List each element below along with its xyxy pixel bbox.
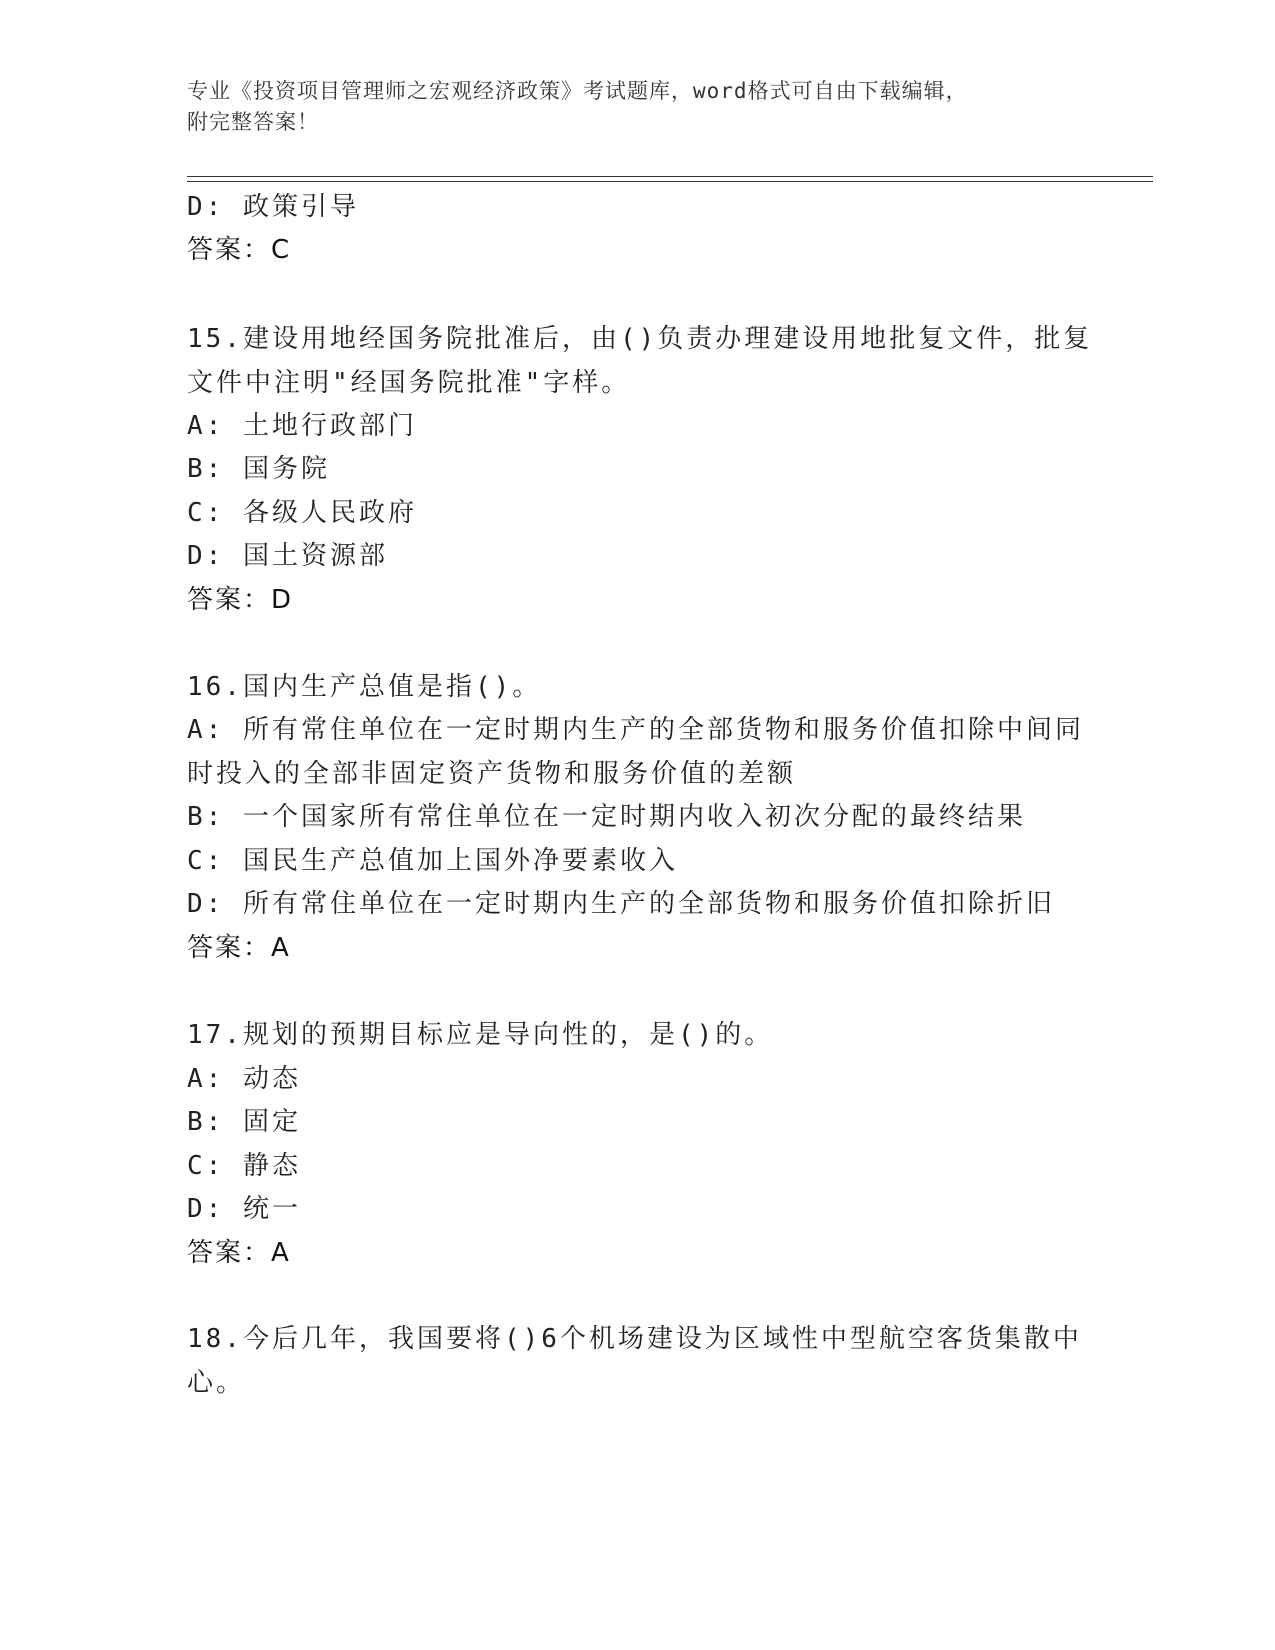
q15-stem-line-1: 15.建设用地经国务院批准后，由()负责办理建设用地批复文件，批复 xyxy=(187,324,1093,354)
q15-option-c: C: 各级人民政府 xyxy=(187,498,417,528)
q17-stem: 17.规划的预期目标应是导向性的，是()的。 xyxy=(187,1020,774,1050)
header-line-1: 专业《投资项目管理师之宏观经济政策》考试题库，word格式可自由下载编辑， xyxy=(187,79,968,103)
q18-stem-line-1: 18.今后几年，我国要将()6个机场建设为区域性中型航空客货集散中 xyxy=(187,1324,1082,1354)
header-divider-bottom xyxy=(187,181,1153,182)
q15-option-d: D: 国土资源部 xyxy=(187,541,388,571)
q16-option-a-line-1: A: 所有常住单位在一定时期内生产的全部货物和服务价值扣除中间同 xyxy=(187,715,1084,745)
q16-option-d: D: 所有常住单位在一定时期内生产的全部货物和服务价值扣除折旧 xyxy=(187,889,1055,919)
q17-option-c: C: 静态 xyxy=(187,1151,301,1181)
header-line-2: 附完整答案！ xyxy=(187,110,319,134)
q18-stem-line-2: 心。 xyxy=(187,1368,246,1398)
header-divider-top xyxy=(187,176,1153,177)
q16-option-a-line-2: 时投入的全部非固定资产货物和服务价值的差额 xyxy=(187,759,797,789)
q15-option-a: A: 土地行政部门 xyxy=(187,411,417,441)
q17-option-b: B: 固定 xyxy=(187,1107,301,1137)
q16-option-c: C: 国民生产总值加上国外净要素收入 xyxy=(187,846,678,876)
q17-option-d: D: 统一 xyxy=(187,1194,301,1224)
q14-answer: 答案：C xyxy=(187,235,292,265)
document-header xyxy=(187,76,1087,138)
q15-answer: 答案：D xyxy=(187,585,294,615)
q17-option-a: A: 动态 xyxy=(187,1064,301,1094)
q15-option-b: B: 国务院 xyxy=(187,454,330,484)
q17-answer: 答案：A xyxy=(187,1238,291,1268)
q16-answer: 答案：A xyxy=(187,933,291,963)
q16-option-b: B: 一个国家所有常住单位在一定时期内收入初次分配的最终结果 xyxy=(187,802,1026,832)
q16-stem: 16.国内生产总值是指()。 xyxy=(187,672,542,702)
q15-stem-line-2: 文件中注明"经国务院批准"字样。 xyxy=(187,368,631,398)
q14-option-d: D: 政策引导 xyxy=(187,192,359,222)
